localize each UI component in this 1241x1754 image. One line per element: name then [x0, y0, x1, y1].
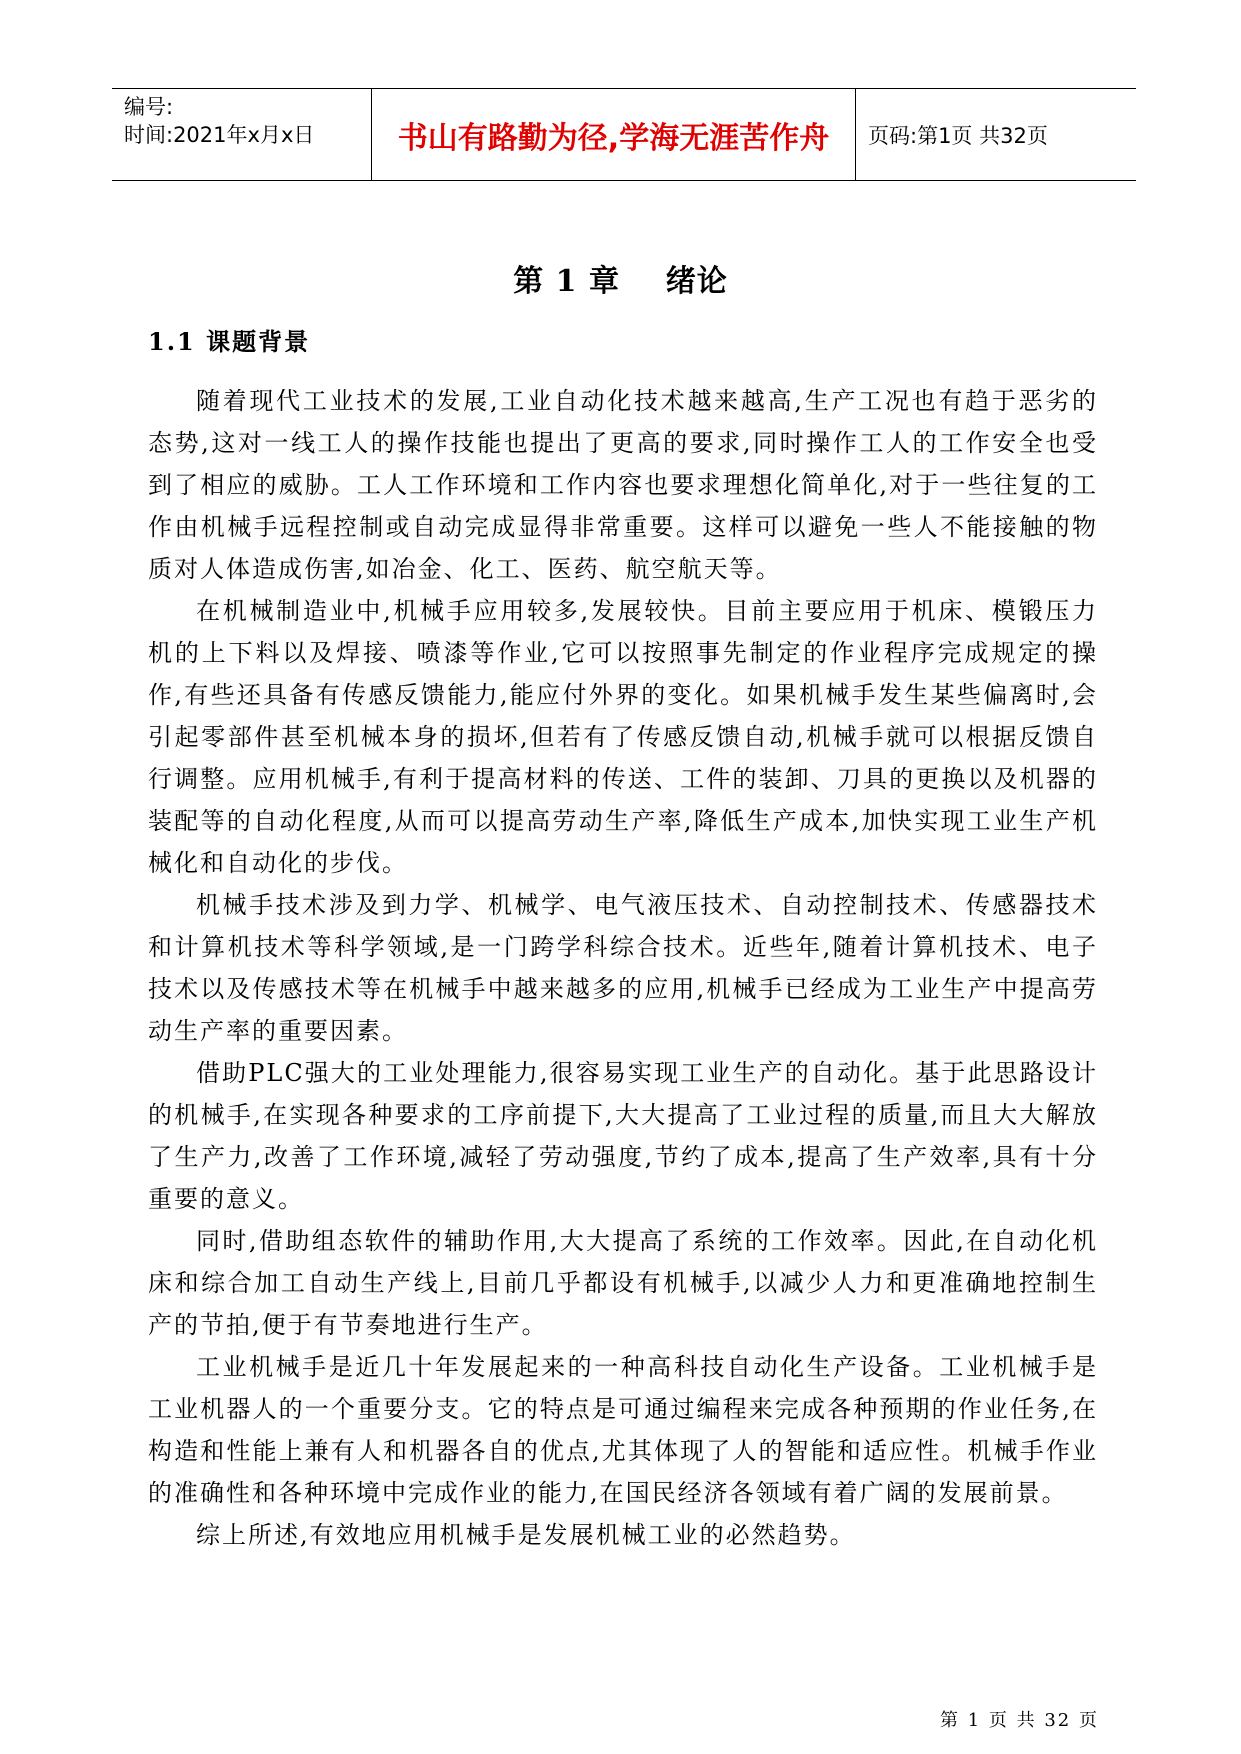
header-info-cell [112, 89, 372, 180]
page-footer: 第 1 页 共 32 页 [940, 1710, 1099, 1731]
header-page-info: 页码:第1页 共32页 [868, 123, 1048, 148]
body-text [148, 380, 1098, 1556]
paragraph: 机械手技术涉及到力学、机械学、电气液压技术、自动控制技术、传感器技术和计算机技术等科学领域,是一门跨学科综合技术。近些年,随着计算机技术、电子技术以及传感技术等在机械手中越来越多的应用,机械手已经成为工业生产中提高劳动生产率的重要因素。 [148, 891, 1098, 1045]
chapter-title: 第 1 章 绪论 [513, 264, 728, 299]
document-number-label: 编号: [124, 95, 174, 119]
paragraph: 在机械制造业中,机械手应用较多,发展较快。目前主要应用于机床、模锻压力机的上下料以及焊接、喷漆等作业,它可以按照事先制定的作业程序完成规定的操作,有些还具备有传感反馈能力,能应付外界的变化。如果机械手发生某些偏离时,会引起零部件甚至机械本身的损坏,但若有了传感反馈自动,机械手就可以根据反馈自行调整。应用机械手,有利于提高材料的传送、工件的装卸、刀具的更换以及机器的装配等的自动化程度,从而可以提高劳动生产率,降低生产成本,加快实现工业生产机械化和自动化的步伐。 [148, 597, 1098, 877]
paragraph: 借助PLC强大的工业处理能力,很容易实现工业生产的自动化。基于此思路设计的机械手,在实现各种要求的工序前提下,大大提高了工业过程的质量,而且大大解放了生产力,改善了工作环境,减轻了劳动强度,节约了成本,提高了生产效率,具有十分重要的意义。 [148, 1059, 1098, 1213]
section-title: 1.1 课题背景 [148, 327, 311, 356]
paragraph: 随着现代工业技术的发展,工业自动化技术越来越高,生产工况也有趋于恶劣的态势,这对一线工人的操作技能也提出了更高的要求,同时操作工人的工作安全也受到了相应的威胁。工人工作环境和工作内容也要求理想化简单化,对于一些往复的工作由机械手远程控制或自动完成显得非常重要。这样可以避免一些人不能接触的物质对人体造成伤害,如冶金、化工、医药、航空航天等。 [148, 387, 1098, 583]
document-header [112, 88, 1136, 181]
document-date: 时间:2021年x月x日 [124, 123, 315, 147]
paragraph: 同时,借助组态软件的辅助作用,大大提高了系统的工作效率。因此,在自动化机床和综合加工自动生产线上,目前几乎都设有机械手,以减少人力和更准确地控制生产的节拍,便于有节奏地进行生产。 [148, 1227, 1098, 1339]
header-motto: 书山有路勤为径,学海无涯苦作舟 [372, 89, 856, 180]
paragraph: 综上所述,有效地应用机械手是发展机械工业的必然趋势。 [196, 1521, 856, 1549]
paragraph: 工业机械手是近几十年发展起来的一种高科技自动化生产设备。工业机械手是工业机器人的一个重要分支。它的特点是可通过编程来完成各种预期的作业任务,在构造和性能上兼有人和机器各自的优点,尤其体现了人的智能和适应性。机械手作业的准确性和各种环境中完成作业的能力,在国民经济各领域有着广阔的发展前景。 [148, 1353, 1098, 1507]
